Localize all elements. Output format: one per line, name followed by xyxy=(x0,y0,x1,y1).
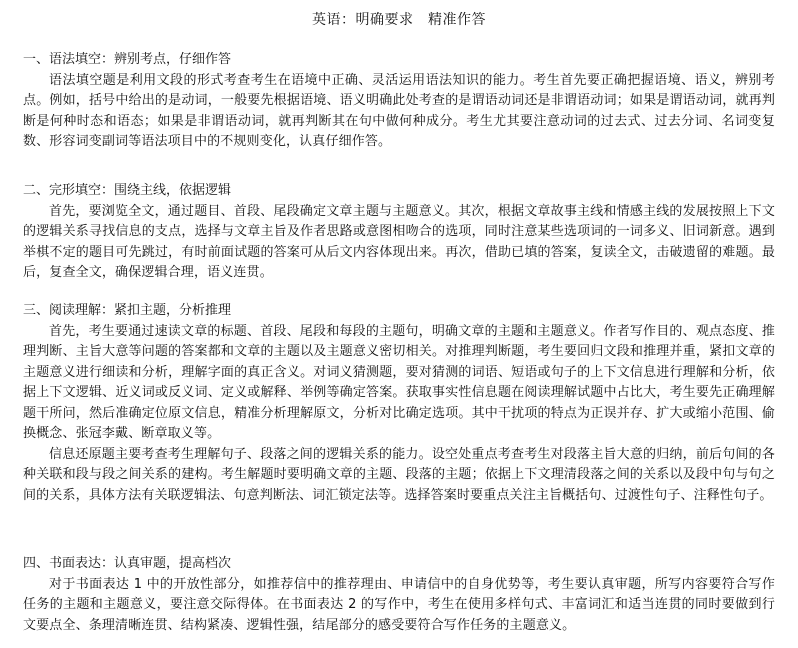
section-paragraph: 信息还原题主要考查考生理解句子、段落之间的逻辑关系的能力。设空处重点考查考生对段落主旨大意的归纳，前后句间的各种关联和段与段之间关系的建构。考生解题时要明确文章的主题、段落的主题；依据上下文理清段落之间的关系以及段中句与句之间的关系，具体方法有关联逻辑法、句意判断法、词汇锁定法等。选择答案时要重点关注主旨概括句、过渡性句子、注释性句子。 xyxy=(23,446,775,503)
section-heading: 三、阅读理解：紧扣主题，分析推理 xyxy=(23,303,232,318)
section-writing xyxy=(23,554,775,636)
section-heading: 一、语法填空：辨别考点，仔细作答 xyxy=(23,52,232,67)
section-grammar-fill xyxy=(23,50,775,153)
section-heading: 二、完形填空：围绕主线，依据逻辑 xyxy=(23,183,232,198)
section-reading xyxy=(23,301,775,506)
section-cloze xyxy=(23,181,775,284)
section-paragraph: 语法填空题是利用文段的形式考查考生在语境中正确、灵活运用语法知识的能力。考生首先要正确把握语境、语义，辨别考点。例如，括号中给出的是动词，一般要先根据语境、语义明确此处考查的是谓语动词还是非谓语动词；如果是谓语动词，就再判断是何种时态和语态；如果是非谓语动词，就再判断其在句中做何种成分。考生尤其要注意动词的过去式、过去分词、名词变复数、形容词变副词等语法项目中的不规则变化，认真仔细作答。 xyxy=(23,72,775,149)
section-paragraph: 首先，要浏览全文，通过题目、首段、尾段确定文章主题与主题意义。其次，根据文章故事主线和情感主线的发展按照上下文的逻辑关系寻找信息的支点，选择与文章主旨及作者思路或意图相吻合的选项，同时注意某些选项词的一词多义、旧词新意。遇到举棋不定的题目可先跳过，有时前面试题的答案可从后文内容体现出来。再次，借助已填的答案，复读全文，击破遗留的难题。最后，复查全文，确保逻辑合理，语义连贯。 xyxy=(23,203,775,280)
section-heading: 四、书面表达：认真审题，提高档次 xyxy=(23,556,232,571)
section-paragraph: 对于书面表达 1 中的开放性部分，如推荐信中的推荐理由、申请信中的自身优势等，考生要认真审题，所写内容要符合写作任务的主题和主题意义，要注意交际得体。在书面表达 2 的写作中，考生在使用多样句式、丰富词汇和适当连贯的同时要做到行文要点全、条理清晰连贯、结构紧凑、逻辑性强，结尾部分的感受要符合写作任务的主题意义。 xyxy=(23,576,775,633)
section-paragraph: 首先，考生要通过速读文章的标题、首段、尾段和每段的主题句，明确文章的主题和主题意义。作者写作目的、观点态度、推理判断、主旨大意等问题的答案都和文章的主题以及主题意义密切相关。对推理判断题，考生要回归文段和推理并重，紧扣文章的主题意义进行细读和分析，理解字面的真正含义。对词义猜测题，要对猜测的词语、短语或句子的上下文信息进行理解和分析，依据上下文逻辑、近义词或反义词、定义或解释、举例等确定答案。获取事实性信息题在阅读理解试题中占比大，考生要先正确理解题干所问，然后准确定位原文信息，精准分析理解原文，分析对比确定选项。其中干扰项的特点为正误并存、扩大或缩小范围、偷换概念、张冠李戴、断章取义等。 xyxy=(23,323,775,441)
page-title: 英语：明确要求 精准作答 xyxy=(312,12,486,28)
